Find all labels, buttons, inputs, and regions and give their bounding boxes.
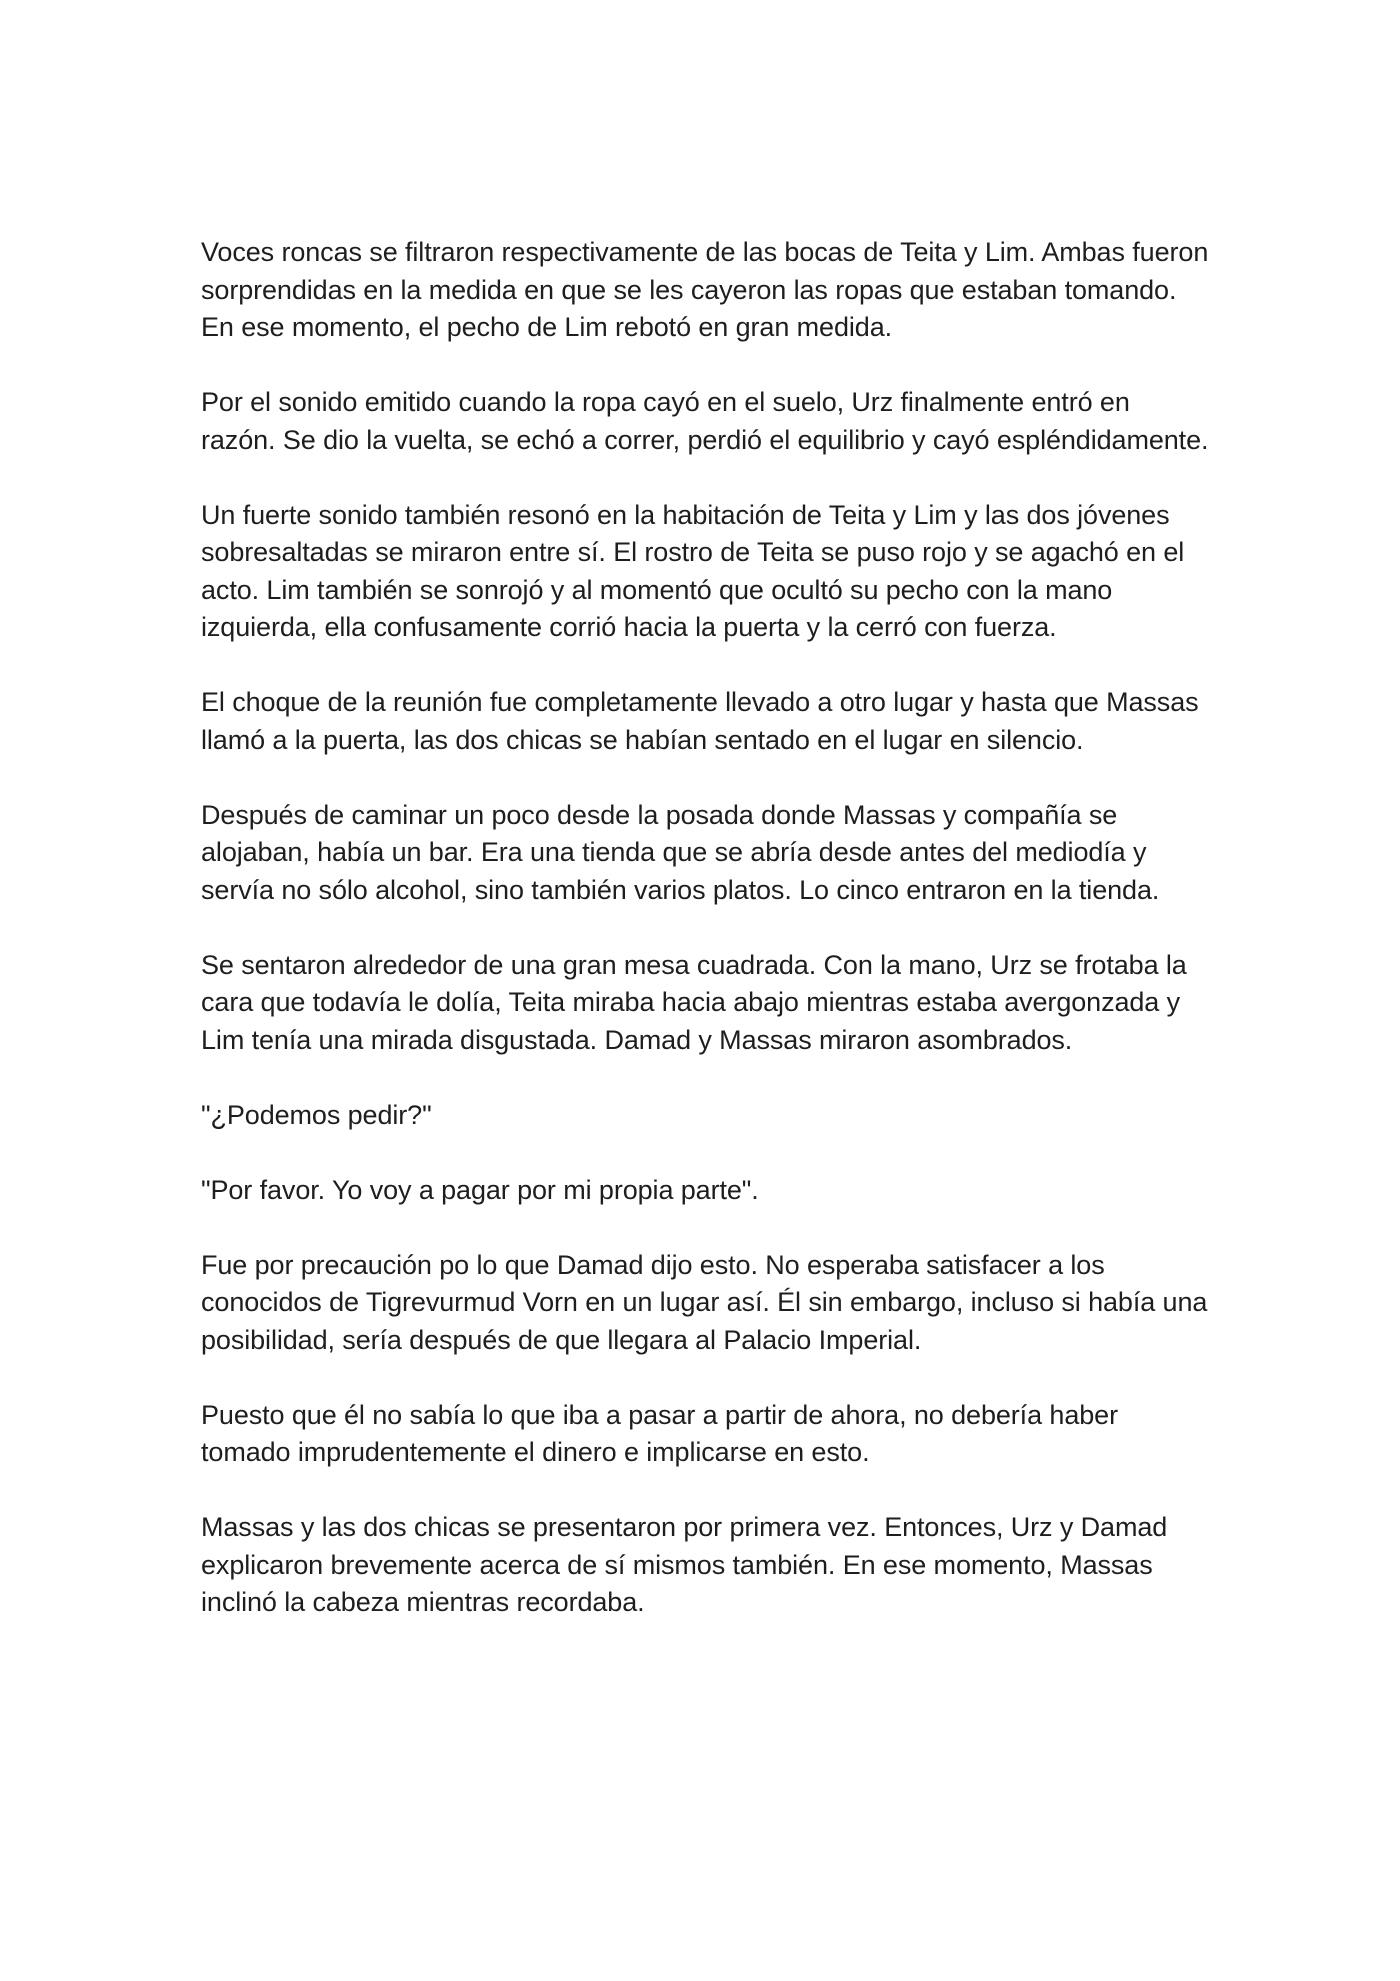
paragraph: Después de caminar un poco desde la posada donde Massas y compañía se alojaban, había un bar. Era una tienda que se abría desde antes del mediodía y servía no sólo alcohol, sino también varios platos. Lo cinco entraron en la tienda. bbox=[201, 799, 1160, 905]
dialogue-line: "¿Podemos pedir?" bbox=[201, 1099, 432, 1130]
paragraph: Puesto que él no sabía lo que iba a pasar a partir de ahora, no debería haber tomado imprudentemente el dinero e implicarse en esto. bbox=[201, 1399, 1118, 1467]
paragraph: Fue por precaución po lo que Damad dijo esto. No esperaba satisfacer a los conocidos de Tigrevurmud Vorn en un lugar así. Él sin embargo, incluso si había una posibilidad, sería después de que llegara al Palacio Imperial. bbox=[201, 1249, 1208, 1355]
paragraph: Un fuerte sonido también resonó en la habitación de Teita y Lim y las dos jóvenes sobresaltadas se miraron entre sí. El rostro de Teita se puso rojo y se agachó en el acto. Lim también se sonrojó y al momentó que ocultó su pecho con la mano izquierda, ella confusamente corrió hacia la puerta y la cerró con fuerza. bbox=[201, 499, 1185, 642]
paragraph: El choque de la reunión fue completamente llevado a otro lugar y hasta que Massas llamó a la puerta, las dos chicas se habían sentado en el lugar en silencio. bbox=[201, 687, 1199, 755]
document-body bbox=[201, 234, 1211, 1622]
paragraph: Voces roncas se filtraron respectivamente de las bocas de Teita y Lim. Ambas fueron sorprendidas en la medida en que se les cayeron las ropas que estaban tomando. En ese momento, el pecho de Lim rebotó en gran medida. bbox=[201, 237, 1209, 342]
paragraph: Massas y las dos chicas se presentaron por primera vez. Entonces, Urz y Damad explicaron brevemente acerca de sí mismos también. En ese momento, Massas inclinó la cabeza mientras recordaba. bbox=[201, 1512, 1168, 1617]
paragraph: Se sentaron alrededor de una gran mesa cuadrada. Con la mano, Urz se frotaba la cara que todavía le dolía, Teita miraba hacia abajo mientras estaba avergonzada y Lim tenía una mirada disgustada. Damad y Massas miraron asombrados. bbox=[201, 949, 1187, 1055]
dialogue-line: "Por favor. Yo voy a pagar por mi propia parte". bbox=[201, 1174, 759, 1205]
paragraph: Por el sonido emitido cuando la ropa cayó en el suelo, Urz finalmente entró en razón. Se dio la vuelta, se echó a correr, perdió el equilibrio y cayó espléndidamente. bbox=[201, 387, 1209, 455]
